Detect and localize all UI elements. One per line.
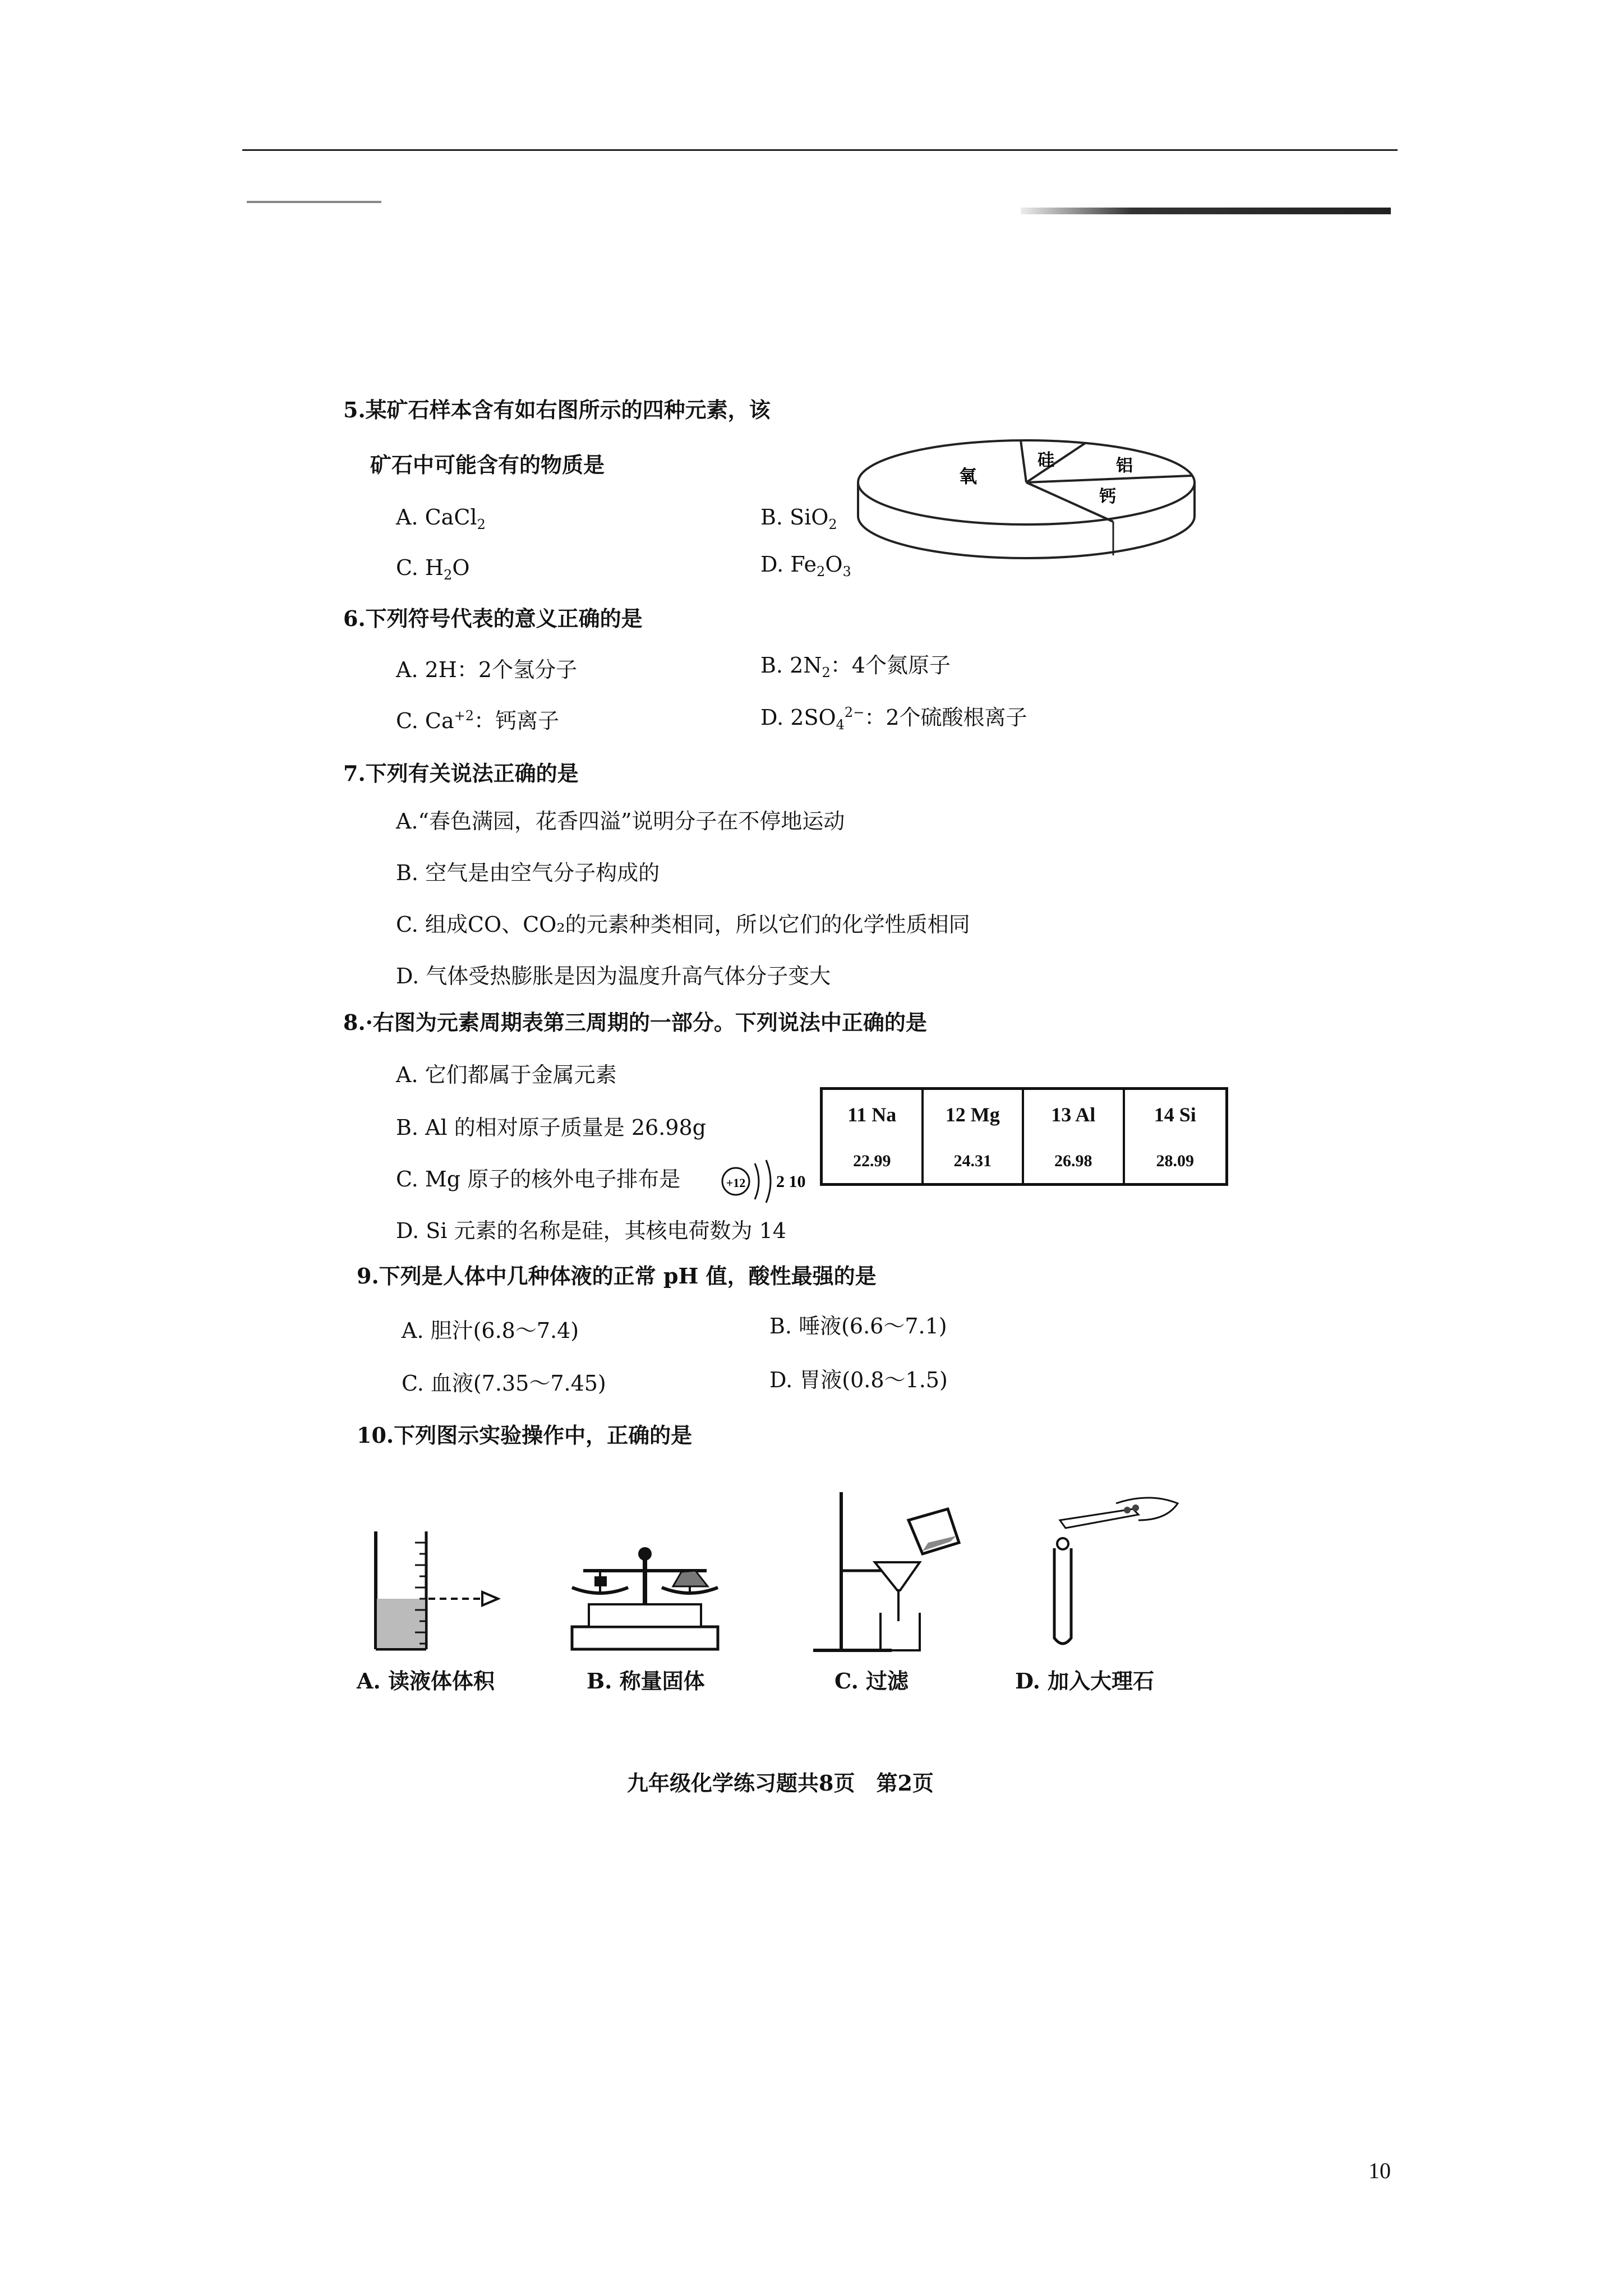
- element-cell: 12 Mg 24.31: [924, 1090, 1025, 1183]
- q8-option-c: C. Mg 原子的核外电子排布是: [396, 1167, 681, 1191]
- q10-caption-d: D. 加入大理石: [1015, 1668, 1155, 1694]
- q7-option-b: B. 空气是由空气分子构成的: [396, 861, 660, 885]
- pie-label-silicon: 硅: [1038, 450, 1054, 470]
- q5-option-c: C. $H_2O$: [396, 555, 470, 583]
- q5-option-b: B. SiO$_2$: [760, 505, 837, 532]
- q8-stem: 8.·右图为元素周期表第三周期的一部分。下列说法中正确的是: [343, 1010, 927, 1035]
- periodic-table-excerpt: [820, 1087, 1228, 1186]
- mg-electron-diagram: [720, 1158, 804, 1208]
- q10-caption-b: B. 称量固体: [587, 1668, 705, 1694]
- q6-option-a: A. 2H：2个氢分子: [396, 657, 578, 682]
- q9-stem: 9.下列是人体中几种体液的正常 pH 值，酸性最强的是: [357, 1263, 877, 1289]
- q6-option-c: C. $Ca^{+2}$：钙离子: [396, 708, 560, 733]
- q9-option-d: D. 胃液(0.8～1.5): [769, 1368, 948, 1392]
- filtration-illustration: [808, 1487, 970, 1655]
- q10-stem: 10.下列图示实验操作中，正确的是: [357, 1423, 693, 1448]
- q10-caption-c: C. 过滤: [834, 1668, 909, 1694]
- pie-label-calcium: 钙: [1099, 487, 1116, 507]
- q9-option-b: B. 唾液(6.6～7.1): [769, 1314, 947, 1338]
- mg-nucleus-charge: +12: [726, 1176, 746, 1190]
- q5-stem-line1: 5.某矿石样本含有如右图所示的四种元素，该: [343, 397, 771, 422]
- q5-option-a: A. CaCl$_2$: [396, 505, 486, 532]
- q6-option-d: D. $2SO_4^{2-}$：2个硫酸根离子: [760, 705, 1027, 733]
- balance-scale-illustration: [561, 1537, 729, 1655]
- page-top-rule: [242, 149, 1398, 151]
- pie-label-aluminum: 铝: [1116, 456, 1133, 476]
- q8-option-a: A. 它们都属于金属元素: [396, 1062, 617, 1087]
- q5-stem-line2: 矿石中可能含有的物质是: [370, 452, 605, 477]
- element-cell: 14 Si 28.09: [1154, 1103, 1196, 1170]
- test-tube-illustration: [1032, 1481, 1189, 1655]
- scan-artifact-left: [247, 201, 381, 203]
- q10-caption-a: A. 读液体体积: [357, 1668, 495, 1694]
- q7-stem: 7.下列有关说法正确的是: [343, 761, 579, 786]
- scan-artifact-right: [1021, 208, 1391, 214]
- q9-option-a: A. 胆汁(6.8～7.4): [402, 1318, 579, 1343]
- mg-shell-electrons: 2 10: [776, 1172, 806, 1191]
- pie-label-oxygen: 氧: [959, 466, 978, 487]
- element-cell: 13 Al 26.98: [1024, 1090, 1125, 1183]
- q5-element-pie: [852, 438, 1200, 561]
- q8-option-b: B. Al 的相对原子质量是 26.98g: [396, 1115, 706, 1140]
- q7-option-d: D. 气体受热膨胀是因为温度升高气体分子变大: [396, 964, 831, 988]
- graduated-cylinder-illustration: [370, 1526, 505, 1655]
- q6-option-b: B. $2N_2$：4个氮原子: [760, 653, 951, 680]
- q9-option-c: C. 血液(7.35～7.45): [402, 1371, 606, 1396]
- page-number: 10: [1368, 2158, 1391, 2183]
- q6-stem: 6.下列符号代表的意义正确的是: [343, 606, 643, 631]
- q5-option-d: D. $Fe_2O_3$: [760, 552, 851, 579]
- q7-option-c: C. 组成CO、CO₂的元素种类相同，所以它们的化学性质相同: [396, 912, 970, 937]
- page-footer: 九年级化学练习题共8页 第2页: [627, 1770, 934, 1796]
- q8-option-d: D. Si 元素的名称是硅，其核电荷数为 14: [396, 1218, 786, 1243]
- q7-option-a: A.“春色满园，花香四溢”说明分子在不停地运动: [396, 809, 845, 834]
- element-cell: 11 Na 22.99: [823, 1090, 924, 1183]
